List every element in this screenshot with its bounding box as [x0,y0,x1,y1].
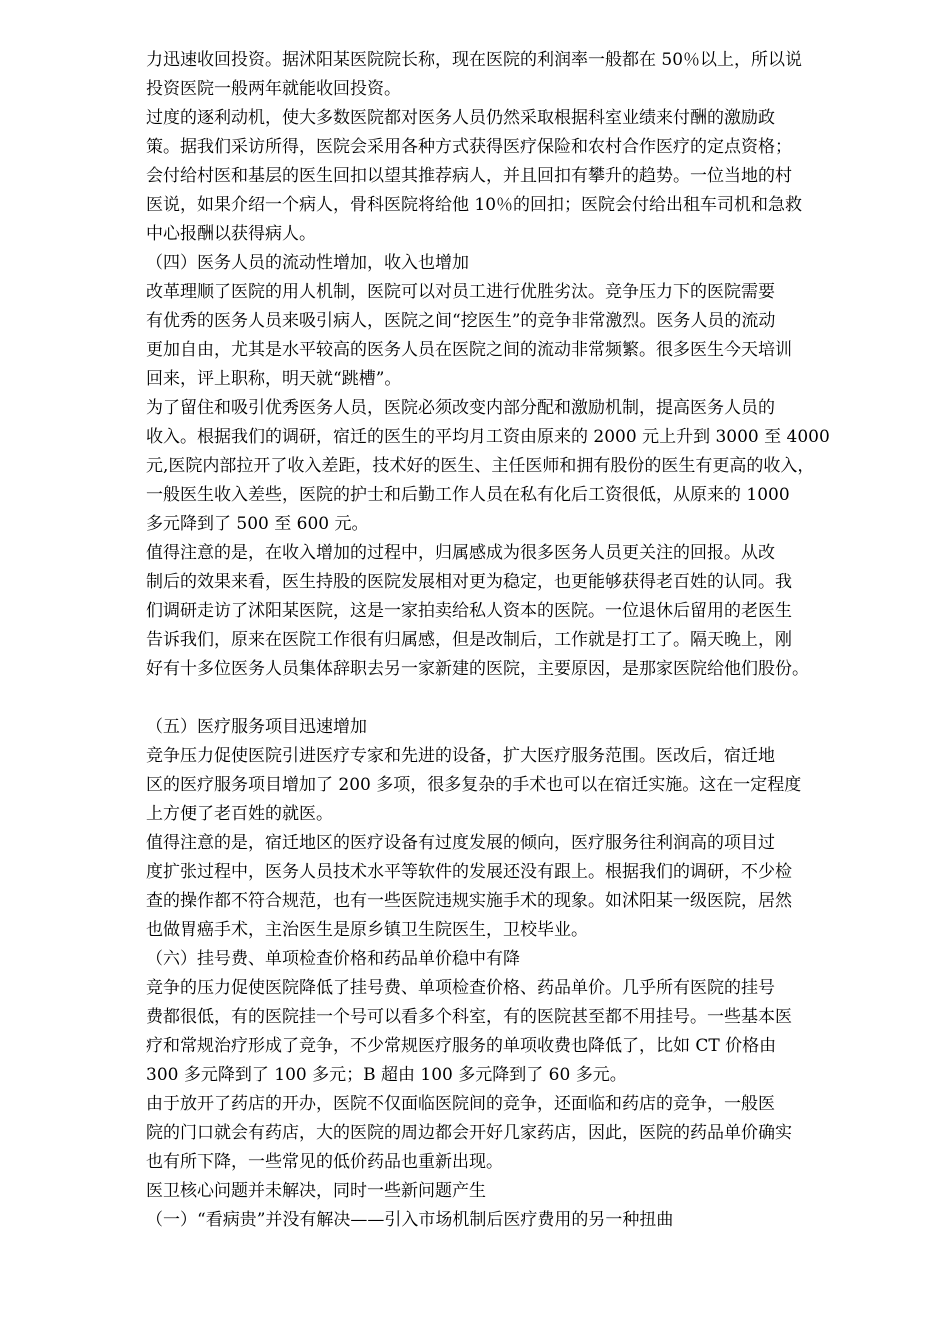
paragraph [146,1177,886,1206]
text-line: 医卫核心问题并未解决，同时一些新问题产生 [146,1181,486,1201]
text-line: 们调研走访了沭阳某医院，这是一家拍卖给私人资本的医院。一位退休后留用的老医生 [146,601,792,621]
text-line: 费都很低，有的医院挂一个号可以看多个科室，有的医院甚至都不用挂号。一些基本医 [146,1007,792,1027]
text-line: 区的医疗服务项目增加了 200 多项，很多复杂的手术也可以在宿迁实施。这在一定程度 [146,775,802,795]
text-line: 竞争的压力促使医院降低了挂号费、单项检查价格、药品单价。几乎所有医院的挂号 [146,978,775,998]
text-line: 元,医院内部拉开了收入差距，技术好的医生、主任医师和拥有股份的医生有更高的收入， [146,456,815,476]
paragraph [146,945,886,974]
text-line: 上方便了老百姓的就医。 [146,804,333,824]
text-line: （四）医务人员的流动性增加，收入也增加 [146,253,469,273]
paragraph [146,713,886,742]
paragraph [146,974,886,1090]
text-line: 查的操作都不符合规范，也有一些医院违规实施手术的现象。如沭阳某一级医院，居然 [146,891,792,911]
text-line: 为了留住和吸引优秀医务人员，医院必须改变内部分配和激励机制，提高医务人员的 [146,398,775,418]
text-line: 300 多元降到了 100 多元；B 超由 100 多元降到了 60 多元。 [146,1065,627,1085]
text-line: 疗和常规治疗形成了竞争，不少常规医疗服务的单项收费也降低了，比如 CT 价格由 [146,1036,777,1056]
text-line: 多元降到了 500 至 600 元。 [146,514,369,534]
text-line: 院的门口就会有药店，大的医院的周边都会开好几家药店，因此，医院的药品单价确实 [146,1123,792,1143]
paragraph [146,249,886,278]
text-line: 投资医院一般两年就能收回投资。 [146,79,401,99]
paragraph [146,742,886,829]
text-line: 过度的逐利动机，使大多数医院都对医务人员仍然采取根据科室业绩来付酬的激励政 [146,108,775,128]
text-line: （五）医疗服务项目迅速增加 [146,717,367,737]
text-line: 好有十多位医务人员集体辞职去另一家新建的医院，主要原因，是那家医院给他们股份。 [146,659,809,679]
text-line: 力迅速收回投资。据沭阳某医院院长称，现在医院的利润率一般都在 50％以上，所以说 [146,50,803,70]
paragraph [146,394,886,539]
paragraph [146,829,886,945]
text-line: 告诉我们，原来在医院工作很有归属感，但是改制后，工作就是打工了。隔天晚上，刚 [146,630,792,650]
text-line: 医说，如果介绍一个病人，骨科医院将给他 10％的回扣；医院会付给出租车司机和急救 [146,195,803,215]
paragraph [146,1090,886,1177]
text-line: 中心报酬以获得病人。 [146,224,316,244]
text-line: 也做胃癌手术，主治医生是原乡镇卫生院医生，卫校毕业。 [146,920,588,940]
text-line: （一）“看病贵”并没有解决——引入市场机制后医疗费用的另一种扭曲 [146,1210,674,1230]
text-line: 竞争压力促使医院引进医疗专家和先进的设备，扩大医疗服务范围。医改后，宿迁地 [146,746,775,766]
text-line: 有优秀的医务人员来吸引病人，医院之间“挖医生”的竞争非常激烈。医务人员的流动 [146,311,776,331]
text-line: 值得注意的是，宿迁地区的医疗设备有过度发展的倾向，医疗服务往利润高的项目过 [146,833,775,853]
paragraph [146,278,886,394]
text-line: 策。据我们采访所得，医院会采用各种方式获得医疗保险和农村合作医疗的定点资格； [146,137,792,157]
text-line: 改革理顺了医院的用人机制，医院可以对员工进行优胜劣汰。竞争压力下的医院需要 [146,282,775,302]
document-body [146,46,886,1235]
paragraph [146,46,886,104]
text-line: 一般医生收入差些，医院的护士和后勤工作人员在私有化后工资很低，从原来的 1000 [146,485,790,505]
text-line: 更加自由，尤其是水平较高的医务人员在医院之间的流动非常频繁。很多医生今天培训 [146,340,792,360]
text-line: （六）挂号费、单项检查价格和药品单价稳中有降 [146,949,520,969]
text-line: 收入。根据我们的调研，宿迁的医生的平均月工资由原来的 2000 元上升到 3000 至 4000 [146,427,830,447]
text-line: 制后的效果来看，医生持股的医院发展相对更为稳定，也更能够获得老百姓的认同。我 [146,572,792,592]
paragraph [146,539,886,684]
paragraph-gap [146,684,886,713]
paragraph [146,104,886,249]
text-line: 度扩张过程中，医务人员技术水平等软件的发展还没有跟上。根据我们的调研，不少检 [146,862,792,882]
text-line: 回来，评上职称，明天就“跳槽”。 [146,369,402,389]
text-line: 会付给村医和基层的医生回扣以望其推荐病人，并且回扣有攀升的趋势。一位当地的村 [146,166,792,186]
text-line: 也有所下降，一些常见的低价药品也重新出现。 [146,1152,503,1172]
text-line: 值得注意的是，在收入增加的过程中，归属感成为很多医务人员更关注的回报。从改 [146,543,775,563]
paragraph [146,1206,886,1235]
text-line: 由于放开了药店的开办，医院不仅面临医院间的竞争，还面临和药店的竞争，一般医 [146,1094,775,1114]
